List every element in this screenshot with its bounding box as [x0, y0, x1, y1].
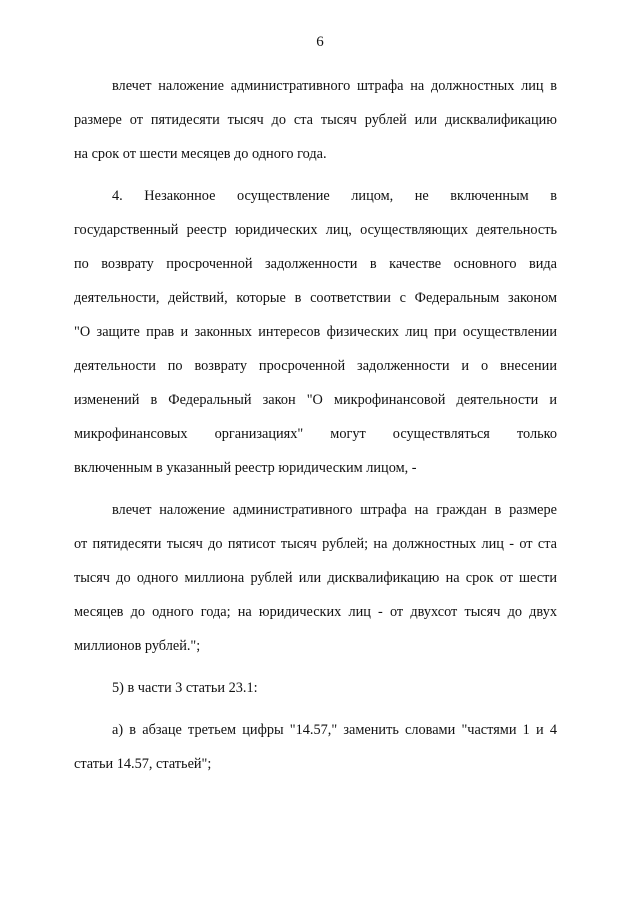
paragraph-penalty-citizens [74, 493, 557, 663]
document-body [74, 69, 557, 781]
text-line: деятельности по возврату просроченной задолженности и о внесении [74, 358, 557, 374]
text-line: влечет наложение административного штрафа на граждан в размере [112, 502, 557, 518]
paragraph-subitem-a [74, 713, 557, 781]
text-line: микрофинансовых организациях" могут осуществляться только [74, 426, 557, 442]
text-line: включенным в указанный реестр юридическим лицом, - [74, 460, 417, 476]
text-line: от пятидесяти тысяч до пятисот тысяч рублей; на должностных лиц - от ста [74, 536, 557, 552]
text-line: "О защите прав и законных интересов физических лиц при осуществлении [74, 324, 557, 340]
text-line: месяцев до одного года; на юридических лиц - от двухсот тысяч до двух [74, 604, 557, 620]
text-line: деятельности, действий, которые в соответствии с Федеральным законом [74, 290, 557, 306]
text-line: изменений в Федеральный закон "О микрофинансовой деятельности и [74, 392, 557, 408]
text-line: миллионов рублей."; [74, 638, 201, 654]
text-line: а) в абзаце третьем цифры "14.57," заменить словами "частями 1 и 4 [112, 722, 557, 738]
paragraph-penalty-officials [74, 69, 557, 171]
text-line: на срок от шести месяцев до одного года. [74, 146, 327, 162]
paragraph-item-4 [74, 179, 557, 485]
paragraph-item-5 [74, 671, 557, 705]
text-line: размере от пятидесяти тысяч до ста тысяч рублей или дисквалификацию [74, 112, 557, 128]
text-line: по возврату просроченной задолженности в качестве основного вида [74, 256, 557, 272]
text-line: 5) в части 3 статьи 23.1: [112, 680, 258, 696]
text-line: влечет наложение административного штрафа на должностных лиц в [112, 78, 557, 94]
text-line: тысяч до одного миллиона рублей или дисквалификацию на срок от шести [74, 570, 557, 586]
text-line: государственный реестр юридических лиц, осуществляющих деятельность [74, 222, 557, 238]
text-line: 4. Незаконное осуществление лицом, не включенным в [112, 188, 557, 204]
page-number: 6 [316, 34, 324, 50]
text-line: статьи 14.57, статьей"; [74, 756, 212, 772]
